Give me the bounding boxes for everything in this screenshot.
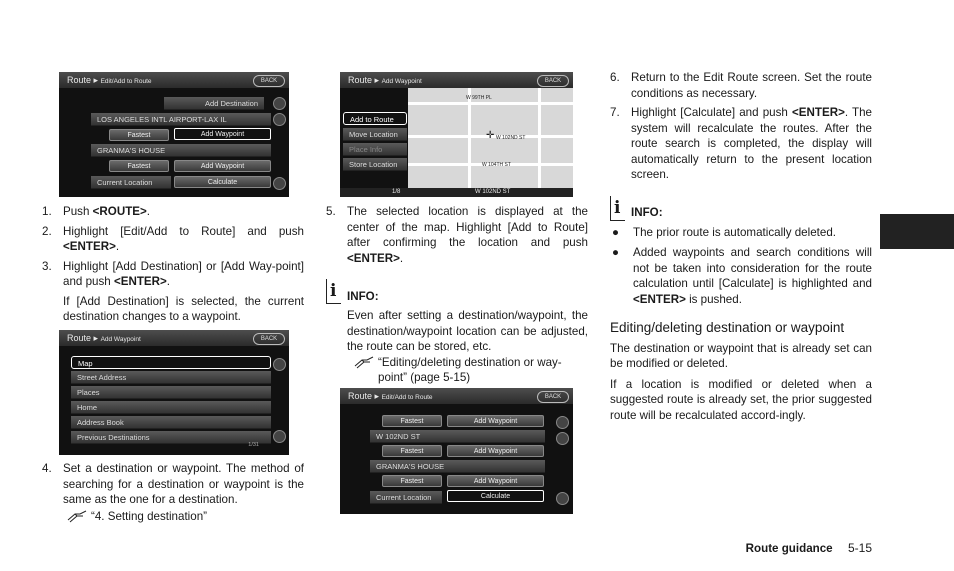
route-row-1[interactable]: W 102ND ST [370, 430, 545, 443]
scroll-up-icon[interactable] [273, 97, 286, 110]
screen-title: Route ▸ Edit/Add to Route [59, 72, 289, 88]
screen-title: Route ▸ Add Waypoint [340, 72, 573, 88]
step-5: 5. The selected location is displayed at the center of the map. Highlight [Add to Route] after confirming the location and push <ENTER>. [326, 205, 588, 265]
footer-section: Route guidance [745, 542, 833, 555]
add-destination-button[interactable]: Add Destination [164, 97, 264, 110]
back-button[interactable]: BACK [253, 75, 285, 87]
info-heading: i INFO: [326, 278, 588, 304]
menu-item-home[interactable]: Home [71, 401, 271, 414]
reference-link[interactable]: “4. Setting destination” [66, 509, 304, 525]
route-row-2[interactable]: GRANMA'S HOUSE [91, 144, 271, 157]
menu-move-location[interactable]: Move Location [343, 128, 407, 141]
calculate-button[interactable]: Calculate [174, 176, 271, 188]
reference-icon [66, 510, 88, 524]
screen-title: Route ▸ Edit/Add to Route [340, 388, 573, 404]
route-row-2[interactable]: GRANMA'S HOUSE [370, 460, 545, 473]
map-area[interactable] [408, 88, 573, 188]
info-bullet-1: ● The prior route is automatically deleted. [612, 225, 836, 239]
menu-item-address-book[interactable]: Address Book [71, 416, 271, 429]
back-button[interactable]: BACK [537, 391, 569, 403]
page-footer [746, 541, 872, 557]
screenshot-edit-route-added [340, 388, 573, 514]
screenshot-add-waypoint-menu [59, 330, 289, 455]
info-text: Even after setting a destination/waypoint, the destination/waypoint location can be adjusted, the route can be stored, etc. [347, 309, 588, 353]
menu-store-location[interactable]: Store Location [343, 158, 407, 171]
scroll-icon[interactable] [556, 432, 569, 445]
map-status-bar: 1/8 W 102ND ST [340, 188, 573, 197]
screen-title: Route ▸ Add Waypoint [59, 330, 289, 346]
map-cursor-icon: ✛ [486, 130, 495, 141]
section-heading: Editing/deleting destination or waypoint [610, 320, 845, 335]
map-street-label: W 104TH ST [482, 162, 511, 168]
menu-add-to-route[interactable]: Add to Route [343, 112, 407, 125]
reference-icon [353, 356, 375, 370]
add-waypoint-button-3[interactable]: Add Waypoint [447, 475, 544, 487]
current-location: Current Location [370, 491, 442, 504]
menu-item-street-address[interactable]: Street Address [71, 371, 271, 384]
info-icon: i [326, 279, 341, 304]
step-1: 1. Push <ROUTE>. [42, 205, 151, 218]
fastest-button-2[interactable]: Fastest [109, 160, 169, 172]
footer-page-number: 5-15 [847, 541, 872, 555]
add-waypoint-button-2[interactable]: Add Waypoint [174, 160, 271, 172]
route-row-1[interactable]: LOS ANGELES INTL AIRPORT-LAX IL [91, 113, 271, 126]
menu-item-places[interactable]: Places [71, 386, 271, 399]
add-waypoint-button-1[interactable]: Add Waypoint [174, 128, 271, 140]
paragraph-2: If a location is modified or deleted when a suggested route is already set, the prior suggested route will be recalculated accord-ingly. [610, 377, 872, 422]
screenshot-edit-route [59, 72, 289, 197]
menu-item-map[interactable]: Map [71, 356, 271, 369]
back-button[interactable]: BACK [253, 333, 285, 345]
info-icon: i [610, 196, 625, 221]
scroll-down-icon[interactable] [273, 430, 286, 443]
step-2: 2. Highlight [Edit/Add to Route] and push <ENTER>. [42, 224, 304, 253]
current-location: Current Location [91, 176, 171, 189]
step-4: 4. Set a destination or waypoint. The method of searching for a destination or waypoint is the same as the one for a destination. [42, 462, 304, 506]
menu-place-info[interactable]: Place Info [343, 143, 407, 156]
add-waypoint-button-2[interactable]: Add Waypoint [447, 445, 544, 457]
screenshot-map-add-to-route [340, 72, 573, 197]
page-indicator: 1/31 [248, 441, 259, 448]
step-3: 3. Highlight [Add Destination] or [Add Way-point] and push <ENTER>. [42, 259, 304, 288]
step-7: 7. Highlight [Calculate] and push <ENTER>. The system will recalculate the routes. After the route search is completed, the display will automatically return to the present location screen. [610, 106, 872, 181]
info-bullet-2: ● Added waypoints and search conditions will not be taken into consideration for the route calculation until [Calculate] is highlighted and <ENTER> is pushed. [612, 246, 872, 306]
step-3-note: If [Add Destination] is selected, the current destination changes to a waypoint. [63, 294, 304, 323]
fastest-button-1[interactable]: Fastest [382, 415, 442, 427]
chapter-tab [880, 214, 954, 249]
map-street-label: W 102ND ST [496, 135, 526, 141]
fastest-button-1[interactable]: Fastest [109, 129, 169, 141]
info-heading: i INFO: [610, 195, 872, 221]
calculate-button[interactable]: Calculate [447, 490, 544, 502]
map-street-label: W 99TH PL [466, 95, 492, 101]
scroll-down-icon[interactable] [556, 492, 569, 505]
fastest-button-2[interactable]: Fastest [382, 445, 442, 457]
back-button[interactable]: BACK [537, 75, 569, 87]
reference-link[interactable]: “Editing/deleting destination or way-point” (page 5-15) [353, 355, 588, 386]
scroll-icon[interactable] [273, 113, 286, 126]
step-6: 6. Return to the Edit Route screen. Set the route conditions as necessary. [610, 71, 872, 100]
scroll-up-icon[interactable] [273, 358, 286, 371]
scroll-down-icon[interactable] [273, 177, 286, 190]
add-waypoint-button-1[interactable]: Add Waypoint [447, 415, 544, 427]
fastest-button-3[interactable]: Fastest [382, 475, 442, 487]
menu-item-previous-destinations[interactable]: Previous Destinations [71, 431, 271, 444]
scroll-up-icon[interactable] [556, 416, 569, 429]
paragraph-1: The destination or waypoint that is already set can be modified or deleted. [610, 341, 872, 370]
